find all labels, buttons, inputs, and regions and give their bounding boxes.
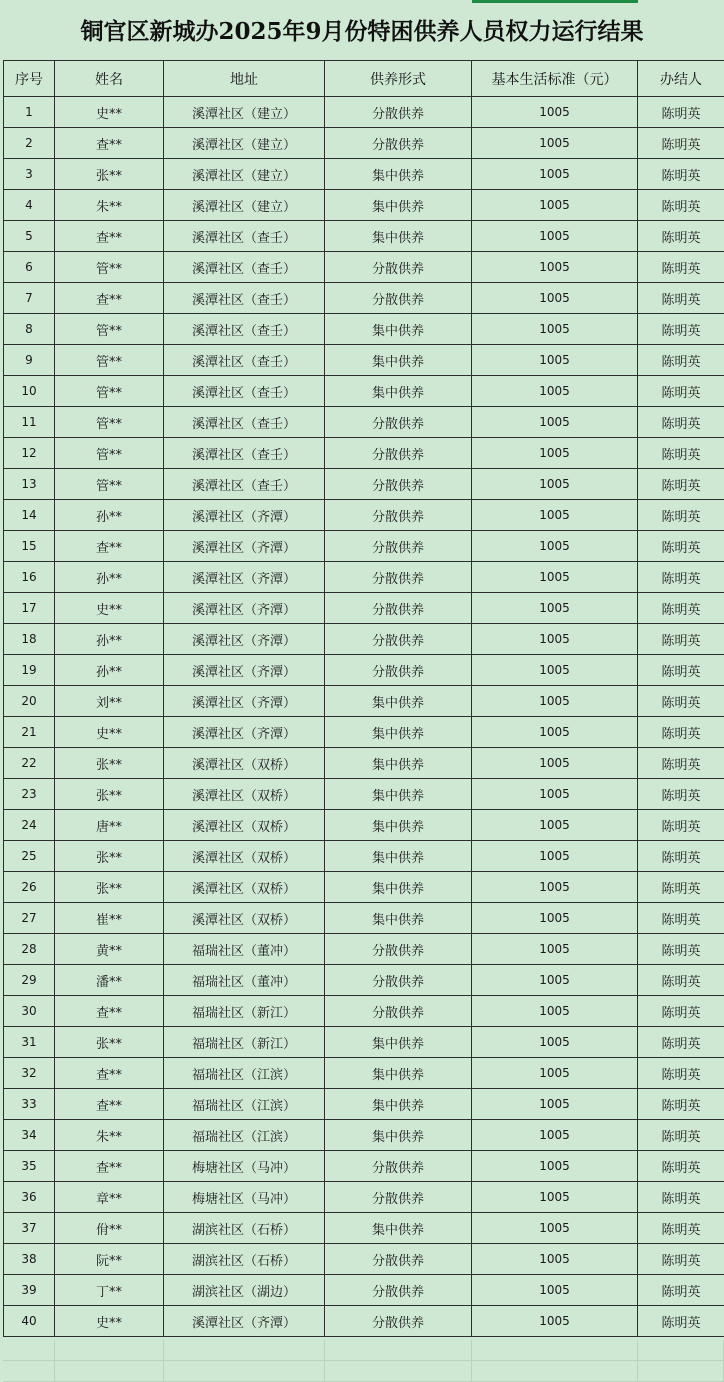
table-body xyxy=(4,97,724,1337)
cell-name[interactable]: 查** xyxy=(55,531,164,562)
cell-living-standard[interactable]: 1005 xyxy=(472,531,638,562)
cell-address[interactable]: 溪潭社区（齐潭） xyxy=(164,624,325,655)
cell-living-standard[interactable]: 1005 xyxy=(472,872,638,903)
cell-handler[interactable]: 陈明英 xyxy=(638,438,724,469)
table-row xyxy=(4,810,724,841)
cell-address[interactable]: 溪潭社区（双桥） xyxy=(164,872,325,903)
cell-living-standard[interactable]: 1005 xyxy=(472,655,638,686)
cell-handler[interactable]: 陈明英 xyxy=(638,345,724,376)
cell-handler[interactable]: 陈明英 xyxy=(638,1058,724,1089)
table-row xyxy=(4,500,724,531)
cell-index[interactable]: 4 xyxy=(4,190,55,221)
table-row xyxy=(4,1244,724,1275)
cell-name[interactable]: 查** xyxy=(55,283,164,314)
cell-index[interactable]: 24 xyxy=(4,810,55,841)
cell-support-type[interactable]: 分散供养 xyxy=(325,1275,472,1306)
table-row xyxy=(4,283,724,314)
cell-address[interactable]: 溪潭社区（建立） xyxy=(164,190,325,221)
cell-address[interactable]: 溪潭社区（齐潭） xyxy=(164,717,325,748)
cell-living-standard[interactable]: 1005 xyxy=(472,1089,638,1120)
table-row xyxy=(4,965,724,996)
cell-address[interactable]: 湖滨社区（石桥） xyxy=(164,1244,325,1275)
cell-support-type[interactable]: 分散供养 xyxy=(325,624,472,655)
cell-handler[interactable]: 陈明英 xyxy=(638,1120,724,1151)
cell-address[interactable]: 溪潭社区（齐潭） xyxy=(164,562,325,593)
cell-address[interactable]: 溪潭社区（查壬） xyxy=(164,469,325,500)
cell-handler[interactable]: 陈明英 xyxy=(638,221,724,252)
cell-support-type[interactable]: 分散供养 xyxy=(325,655,472,686)
header-row xyxy=(4,61,724,97)
cell-index[interactable]: 40 xyxy=(4,1306,55,1337)
cell-living-standard[interactable]: 1005 xyxy=(472,934,638,965)
cell-name[interactable]: 孙** xyxy=(55,655,164,686)
cell-support-type[interactable]: 集中供养 xyxy=(325,872,472,903)
cell-support-type[interactable]: 分散供养 xyxy=(325,252,472,283)
cell-living-standard[interactable]: 1005 xyxy=(472,1027,638,1058)
cell-handler[interactable]: 陈明英 xyxy=(638,469,724,500)
table-row xyxy=(4,221,724,252)
cell-support-type[interactable]: 分散供养 xyxy=(325,1306,472,1337)
cell-support-type[interactable]: 分散供养 xyxy=(325,128,472,159)
cell-index[interactable]: 21 xyxy=(4,717,55,748)
cell-index[interactable]: 35 xyxy=(4,1151,55,1182)
table-row xyxy=(4,531,724,562)
cell-support-type[interactable]: 分散供养 xyxy=(325,407,472,438)
table-row xyxy=(4,407,724,438)
cell-living-standard[interactable]: 1005 xyxy=(472,159,638,190)
cell-index[interactable]: 12 xyxy=(4,438,55,469)
cell-living-standard[interactable]: 1005 xyxy=(472,376,638,407)
cell-address[interactable]: 溪潭社区（查壬） xyxy=(164,407,325,438)
cell-name[interactable]: 管** xyxy=(55,376,164,407)
cell-support-type[interactable]: 集中供养 xyxy=(325,748,472,779)
cell-name[interactable]: 张** xyxy=(55,841,164,872)
cell-address[interactable]: 溪潭社区（双桥） xyxy=(164,841,325,872)
cell-handler[interactable]: 陈明英 xyxy=(638,97,724,128)
cell-living-standard[interactable]: 1005 xyxy=(472,1244,638,1275)
table-row xyxy=(4,469,724,500)
cell-name[interactable]: 查** xyxy=(55,996,164,1027)
cell-support-type[interactable]: 分散供养 xyxy=(325,1151,472,1182)
cell-address[interactable]: 溪潭社区（齐潭） xyxy=(164,686,325,717)
cell-support-type[interactable]: 分散供养 xyxy=(325,1244,472,1275)
cell-address[interactable]: 溪潭社区（双桥） xyxy=(164,748,325,779)
table-row xyxy=(4,128,724,159)
cell-address[interactable]: 溪潭社区（齐潭） xyxy=(164,593,325,624)
table-row xyxy=(4,841,724,872)
table-row xyxy=(4,438,724,469)
cell-index[interactable]: 9 xyxy=(4,345,55,376)
cell-index[interactable]: 3 xyxy=(4,159,55,190)
cell-name[interactable]: 刘** xyxy=(55,686,164,717)
table-row xyxy=(4,686,724,717)
cell-handler[interactable]: 陈明英 xyxy=(638,407,724,438)
header-cell-address[interactable]: 地址 xyxy=(164,61,325,97)
cell-handler[interactable]: 陈明英 xyxy=(638,810,724,841)
table-row xyxy=(4,1120,724,1151)
table-row xyxy=(4,314,724,345)
cell-name[interactable]: 张** xyxy=(55,779,164,810)
cell-index[interactable]: 17 xyxy=(4,593,55,624)
table-row xyxy=(4,1089,724,1120)
cell-address[interactable]: 溪潭社区（查壬） xyxy=(164,345,325,376)
table-row xyxy=(4,1213,724,1244)
table-row xyxy=(4,748,724,779)
cell-address[interactable]: 福瑞社区（江滨） xyxy=(164,1120,325,1151)
cell-support-type[interactable]: 集中供养 xyxy=(325,686,472,717)
cell-name[interactable]: 张** xyxy=(55,872,164,903)
cell-address[interactable]: 溪潭社区（齐潭） xyxy=(164,531,325,562)
cell-index[interactable]: 11 xyxy=(4,407,55,438)
cell-handler[interactable]: 陈明英 xyxy=(638,1089,724,1120)
cell-address[interactable]: 溪潭社区（查壬） xyxy=(164,252,325,283)
cell-handler[interactable]: 陈明英 xyxy=(638,1027,724,1058)
cell-handler[interactable]: 陈明英 xyxy=(638,996,724,1027)
cell-index[interactable]: 2 xyxy=(4,128,55,159)
cell-support-type[interactable]: 分散供养 xyxy=(325,97,472,128)
cell-address[interactable]: 溪潭社区（查壬） xyxy=(164,438,325,469)
cell-name[interactable]: 管** xyxy=(55,314,164,345)
cell-index[interactable]: 36 xyxy=(4,1182,55,1213)
cell-support-type[interactable]: 集中供养 xyxy=(325,190,472,221)
cell-living-standard[interactable]: 1005 xyxy=(472,407,638,438)
result-table xyxy=(3,60,724,1337)
cell-living-standard[interactable]: 1005 xyxy=(472,190,638,221)
cell-living-standard[interactable]: 1005 xyxy=(472,469,638,500)
cell-address[interactable]: 梅塘社区（马冲） xyxy=(164,1151,325,1182)
table-row xyxy=(4,252,724,283)
cell-living-standard[interactable]: 1005 xyxy=(472,1182,638,1213)
cell-index[interactable]: 32 xyxy=(4,1058,55,1089)
table-row xyxy=(4,655,724,686)
cell-living-standard[interactable]: 1005 xyxy=(472,996,638,1027)
cell-address[interactable]: 溪潭社区（双桥） xyxy=(164,810,325,841)
cell-name[interactable]: 章** xyxy=(55,1182,164,1213)
cell-handler[interactable]: 陈明英 xyxy=(638,252,724,283)
cell-address[interactable]: 溪潭社区（齐潭） xyxy=(164,655,325,686)
cell-support-type[interactable]: 集中供养 xyxy=(325,159,472,190)
table-row xyxy=(4,562,724,593)
cell-handler[interactable]: 陈明英 xyxy=(638,283,724,314)
cell-handler[interactable]: 陈明英 xyxy=(638,779,724,810)
cell-address[interactable]: 梅塘社区（马冲） xyxy=(164,1182,325,1213)
cell-name[interactable]: 史** xyxy=(55,97,164,128)
cell-index[interactable]: 27 xyxy=(4,903,55,934)
cell-name[interactable]: 黄** xyxy=(55,934,164,965)
cell-name[interactable]: 唐** xyxy=(55,810,164,841)
cell-support-type[interactable]: 集中供养 xyxy=(325,810,472,841)
cell-index[interactable]: 25 xyxy=(4,841,55,872)
table-row xyxy=(4,376,724,407)
cell-name[interactable]: 管** xyxy=(55,252,164,283)
cell-living-standard[interactable]: 1005 xyxy=(472,1058,638,1089)
cell-name[interactable]: 管** xyxy=(55,469,164,500)
cell-address[interactable]: 溪潭社区（齐潭） xyxy=(164,1306,325,1337)
cell-address[interactable]: 湖滨社区（湖边） xyxy=(164,1275,325,1306)
cell-living-standard[interactable]: 1005 xyxy=(472,1213,638,1244)
cell-living-standard[interactable]: 1005 xyxy=(472,438,638,469)
cell-support-type[interactable]: 集中供养 xyxy=(325,779,472,810)
cell-support-type[interactable]: 集中供养 xyxy=(325,1089,472,1120)
cell-living-standard[interactable]: 1005 xyxy=(472,903,638,934)
table-row xyxy=(4,934,724,965)
cell-handler[interactable]: 陈明英 xyxy=(638,1275,724,1306)
cell-handler[interactable]: 陈明英 xyxy=(638,128,724,159)
cell-index[interactable]: 31 xyxy=(4,1027,55,1058)
cell-index[interactable]: 38 xyxy=(4,1244,55,1275)
table-row xyxy=(4,190,724,221)
cell-address[interactable]: 溪潭社区（建立） xyxy=(164,128,325,159)
cell-handler[interactable]: 陈明英 xyxy=(638,1151,724,1182)
cell-index[interactable]: 28 xyxy=(4,934,55,965)
cell-handler[interactable]: 陈明英 xyxy=(638,1244,724,1275)
cell-name[interactable]: 史** xyxy=(55,593,164,624)
cell-index[interactable]: 1 xyxy=(4,97,55,128)
empty-spreadsheet-rows xyxy=(3,1340,724,1382)
cell-address[interactable]: 福瑞社区（新江） xyxy=(164,996,325,1027)
cell-living-standard[interactable]: 1005 xyxy=(472,314,638,345)
cell-handler[interactable]: 陈明英 xyxy=(638,686,724,717)
cell-handler[interactable]: 陈明英 xyxy=(638,903,724,934)
cell-index[interactable]: 26 xyxy=(4,872,55,903)
cell-handler[interactable]: 陈明英 xyxy=(638,190,724,221)
cell-handler[interactable]: 陈明英 xyxy=(638,531,724,562)
table-row xyxy=(4,97,724,128)
cell-index[interactable]: 15 xyxy=(4,531,55,562)
cell-support-type[interactable]: 分散供养 xyxy=(325,469,472,500)
cell-handler[interactable]: 陈明英 xyxy=(638,624,724,655)
table-row xyxy=(4,624,724,655)
cell-name[interactable]: 查** xyxy=(55,1089,164,1120)
cell-support-type[interactable]: 集中供养 xyxy=(325,1213,472,1244)
cell-support-type[interactable]: 集中供养 xyxy=(325,1058,472,1089)
cell-index[interactable]: 20 xyxy=(4,686,55,717)
cell-support-type[interactable]: 分散供养 xyxy=(325,593,472,624)
cell-support-type[interactable]: 分散供养 xyxy=(325,562,472,593)
page-title: 铜官区新城办2025年9月份特困供养人员权力运行结果 xyxy=(80,18,644,45)
cell-name[interactable]: 管** xyxy=(55,345,164,376)
cell-support-type[interactable]: 集中供养 xyxy=(325,314,472,345)
cell-living-standard[interactable]: 1005 xyxy=(472,717,638,748)
cell-index[interactable]: 10 xyxy=(4,376,55,407)
cell-living-standard[interactable]: 1005 xyxy=(472,252,638,283)
cell-living-standard[interactable]: 1005 xyxy=(472,283,638,314)
cell-name[interactable]: 丁** xyxy=(55,1275,164,1306)
header-cell-name[interactable]: 姓名 xyxy=(55,61,164,97)
cell-support-type[interactable]: 集中供养 xyxy=(325,1120,472,1151)
cell-address[interactable]: 福瑞社区（江滨） xyxy=(164,1058,325,1089)
cell-living-standard[interactable]: 1005 xyxy=(472,841,638,872)
cell-name[interactable]: 潘** xyxy=(55,965,164,996)
cell-index[interactable]: 16 xyxy=(4,562,55,593)
cell-name[interactable]: 朱** xyxy=(55,190,164,221)
table-row xyxy=(4,345,724,376)
cell-address[interactable]: 溪潭社区（建立） xyxy=(164,97,325,128)
cell-support-type[interactable]: 分散供养 xyxy=(325,934,472,965)
cell-name[interactable]: 崔** xyxy=(55,903,164,934)
cell-address[interactable]: 溪潭社区（双桥） xyxy=(164,779,325,810)
cell-living-standard[interactable]: 1005 xyxy=(472,221,638,252)
table-row xyxy=(4,1027,724,1058)
cell-index[interactable]: 5 xyxy=(4,221,55,252)
cell-name[interactable]: 张** xyxy=(55,1027,164,1058)
table-row xyxy=(4,1275,724,1306)
cell-living-standard[interactable]: 1005 xyxy=(472,686,638,717)
cell-name[interactable]: 佾** xyxy=(55,1213,164,1244)
cell-handler[interactable]: 陈明英 xyxy=(638,1213,724,1244)
table-row xyxy=(4,1058,724,1089)
cell-name[interactable]: 孙** xyxy=(55,624,164,655)
cell-index[interactable]: 7 xyxy=(4,283,55,314)
cell-address[interactable]: 溪潭社区（查壬） xyxy=(164,283,325,314)
cell-handler[interactable]: 陈明英 xyxy=(638,717,724,748)
cell-support-type[interactable]: 分散供养 xyxy=(325,965,472,996)
cell-support-type[interactable]: 分散供养 xyxy=(325,500,472,531)
cell-address[interactable]: 福瑞社区（江滨） xyxy=(164,1089,325,1120)
cell-name[interactable]: 张** xyxy=(55,159,164,190)
cell-index[interactable]: 14 xyxy=(4,500,55,531)
table-row xyxy=(4,872,724,903)
cell-living-standard[interactable]: 1005 xyxy=(472,1120,638,1151)
cell-handler[interactable]: 陈明英 xyxy=(638,841,724,872)
cell-living-standard[interactable]: 1005 xyxy=(472,748,638,779)
cell-handler[interactable]: 陈明英 xyxy=(638,748,724,779)
table-row xyxy=(4,779,724,810)
table-row xyxy=(4,1182,724,1213)
cell-address[interactable]: 溪潭社区（查壬） xyxy=(164,376,325,407)
cell-address[interactable]: 溪潭社区（双桥） xyxy=(164,903,325,934)
cell-support-type[interactable]: 集中供养 xyxy=(325,221,472,252)
table-row xyxy=(4,996,724,1027)
cell-support-type[interactable]: 集中供养 xyxy=(325,841,472,872)
cell-handler[interactable]: 陈明英 xyxy=(638,934,724,965)
table-row xyxy=(4,1151,724,1182)
cell-living-standard[interactable]: 1005 xyxy=(472,128,638,159)
cell-index[interactable]: 19 xyxy=(4,655,55,686)
cell-support-type[interactable]: 集中供养 xyxy=(325,903,472,934)
cell-handler[interactable]: 陈明英 xyxy=(638,159,724,190)
cell-name[interactable]: 朱** xyxy=(55,1120,164,1151)
cell-handler[interactable]: 陈明英 xyxy=(638,500,724,531)
cell-support-type[interactable]: 集中供养 xyxy=(325,345,472,376)
cell-living-standard[interactable]: 1005 xyxy=(472,97,638,128)
cell-index[interactable]: 29 xyxy=(4,965,55,996)
cell-index[interactable]: 13 xyxy=(4,469,55,500)
cell-name[interactable]: 史** xyxy=(55,1306,164,1337)
cell-living-standard[interactable]: 1005 xyxy=(472,593,638,624)
header-cell-index[interactable]: 序号 xyxy=(4,61,55,97)
cell-support-type[interactable]: 集中供养 xyxy=(325,717,472,748)
cell-address[interactable]: 溪潭社区（建立） xyxy=(164,159,325,190)
table-row xyxy=(4,903,724,934)
cell-living-standard[interactable]: 1005 xyxy=(472,345,638,376)
cell-handler[interactable]: 陈明英 xyxy=(638,965,724,996)
cell-index[interactable]: 30 xyxy=(4,996,55,1027)
cell-living-standard[interactable]: 1005 xyxy=(472,624,638,655)
cell-support-type[interactable]: 集中供养 xyxy=(325,1027,472,1058)
cell-handler[interactable]: 陈明英 xyxy=(638,655,724,686)
cell-support-type[interactable]: 集中供养 xyxy=(325,376,472,407)
cell-address[interactable]: 福瑞社区（董冲） xyxy=(164,934,325,965)
cell-living-standard[interactable]: 1005 xyxy=(472,1306,638,1337)
cell-living-standard[interactable]: 1005 xyxy=(472,810,638,841)
cell-support-type[interactable]: 分散供养 xyxy=(325,283,472,314)
cell-name[interactable]: 张** xyxy=(55,748,164,779)
cell-address[interactable]: 溪潭社区（查壬） xyxy=(164,314,325,345)
cell-index[interactable]: 18 xyxy=(4,624,55,655)
cell-name[interactable]: 孙** xyxy=(55,500,164,531)
cell-name[interactable]: 查** xyxy=(55,1151,164,1182)
cell-living-standard[interactable]: 1005 xyxy=(472,779,638,810)
cell-name[interactable]: 孙** xyxy=(55,562,164,593)
cell-name[interactable]: 查** xyxy=(55,128,164,159)
cell-index[interactable]: 22 xyxy=(4,748,55,779)
cell-handler[interactable]: 陈明英 xyxy=(638,562,724,593)
cell-address[interactable]: 溪潭社区（齐潭） xyxy=(164,500,325,531)
cell-support-type[interactable]: 分散供养 xyxy=(325,1182,472,1213)
cell-living-standard[interactable]: 1005 xyxy=(472,1275,638,1306)
cell-index[interactable]: 33 xyxy=(4,1089,55,1120)
cell-index[interactable]: 6 xyxy=(4,252,55,283)
cell-support-type[interactable]: 分散供养 xyxy=(325,531,472,562)
active-column-indicator xyxy=(472,0,638,3)
cell-living-standard[interactable]: 1005 xyxy=(472,965,638,996)
cell-index[interactable]: 34 xyxy=(4,1120,55,1151)
cell-living-standard[interactable]: 1005 xyxy=(472,1151,638,1182)
cell-support-type[interactable]: 分散供养 xyxy=(325,996,472,1027)
cell-name[interactable]: 查** xyxy=(55,1058,164,1089)
cell-name[interactable]: 管** xyxy=(55,438,164,469)
cell-index[interactable]: 8 xyxy=(4,314,55,345)
cell-name[interactable]: 查** xyxy=(55,221,164,252)
cell-name[interactable]: 管** xyxy=(55,407,164,438)
cell-handler[interactable]: 陈明英 xyxy=(638,593,724,624)
cell-handler[interactable]: 陈明英 xyxy=(638,872,724,903)
cell-handler[interactable]: 陈明英 xyxy=(638,376,724,407)
cell-handler[interactable]: 陈明英 xyxy=(638,1306,724,1337)
cell-handler[interactable]: 陈明英 xyxy=(638,314,724,345)
cell-index[interactable]: 23 xyxy=(4,779,55,810)
table-row xyxy=(4,593,724,624)
header-cell-handler[interactable]: 办结人 xyxy=(638,61,724,97)
table-row xyxy=(4,159,724,190)
cell-living-standard[interactable]: 1005 xyxy=(472,562,638,593)
cell-index[interactable]: 39 xyxy=(4,1275,55,1306)
cell-handler[interactable]: 陈明英 xyxy=(638,1182,724,1213)
cell-living-standard[interactable]: 1005 xyxy=(472,500,638,531)
cell-index[interactable]: 37 xyxy=(4,1213,55,1244)
table-row xyxy=(4,717,724,748)
header-cell-support-type[interactable]: 供养形式 xyxy=(325,61,472,97)
cell-address[interactable]: 溪潭社区（查壬） xyxy=(164,221,325,252)
cell-address[interactable]: 福瑞社区（新江） xyxy=(164,1027,325,1058)
header-cell-living-standard[interactable]: 基本生活标准（元） xyxy=(472,61,638,97)
cell-address[interactable]: 湖滨社区（石桥） xyxy=(164,1213,325,1244)
cell-address[interactable]: 福瑞社区（董冲） xyxy=(164,965,325,996)
cell-support-type[interactable]: 分散供养 xyxy=(325,438,472,469)
cell-name[interactable]: 阮** xyxy=(55,1244,164,1275)
table-row xyxy=(4,1306,724,1337)
cell-name[interactable]: 史** xyxy=(55,717,164,748)
